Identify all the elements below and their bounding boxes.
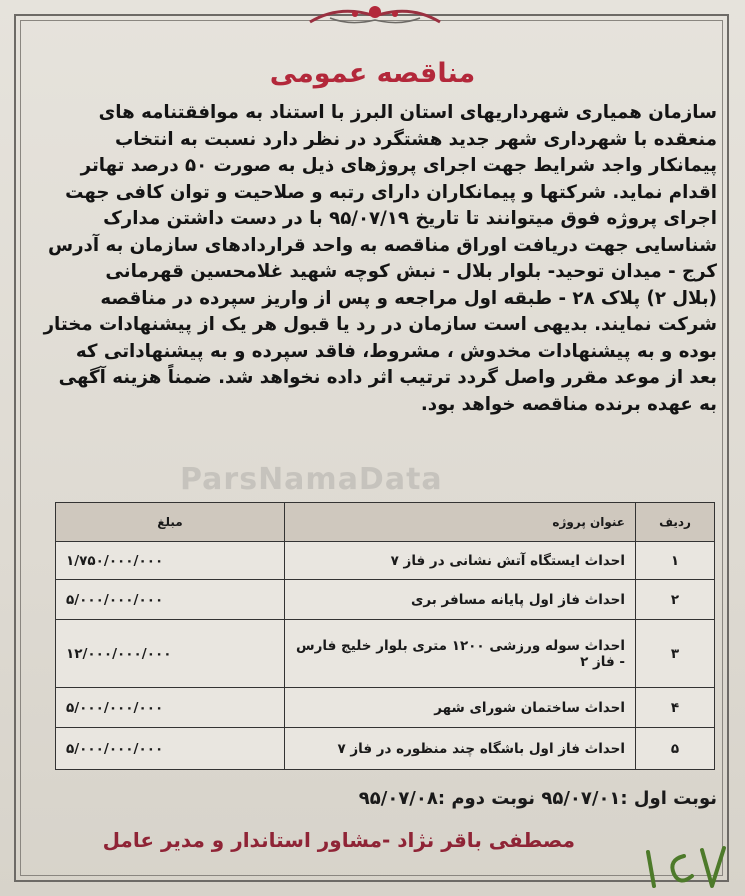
project-amount: ۵/۰۰۰/۰۰۰/۰۰۰ (56, 580, 285, 620)
project-title: احداث فاز اول باشگاه چند منظوره در فاز ۷ (285, 728, 636, 770)
project-title: احداث ساختمان شورای شهر (285, 688, 636, 728)
table-row (56, 542, 715, 580)
handwritten-ad-number-icon (640, 838, 730, 894)
body-line: اقدام نماید. شرکتها و پیمانکاران دارای رتبه و صلاحیت و توان کافی جهت (65, 181, 717, 203)
table-row (56, 580, 715, 620)
project-title: احداث سوله ورزشی ۱۲۰۰ متری بلوار خلیج فارس - فاز ۲ (285, 620, 636, 688)
body-line: اجرای پروژه فوق میتوانند تا تاریخ ۹۵/۰۷/۱۹ با در دست داشتن مدارک (103, 208, 717, 229)
row-number: ۲ (636, 580, 715, 620)
body-line: پیمانکار واجد شرایط جهت اجرای پروژهای ذیل به صورت ۵۰ درصد تهاتر (80, 155, 717, 176)
project-title: احداث ایستگاه آتش نشانی در فاز ۷ (285, 542, 636, 580)
project-amount: ۱/۷۵۰/۰۰۰/۰۰۰ (56, 542, 285, 580)
header-row-number: ردیف (636, 503, 715, 542)
project-amount: ۵/۰۰۰/۰۰۰/۰۰۰ (56, 688, 285, 728)
table-header-row (56, 503, 715, 542)
row-number: ۱ (636, 542, 715, 580)
row-number: ۳ (636, 620, 715, 688)
body-line: بوده و به پیشنهادات مخدوش ، مشروط، فاقد سپرده و به پیشنهاداتی که (75, 340, 717, 362)
row-number: ۴ (636, 688, 715, 728)
body-line: سازمان همیاری شهرداریهای استان البرز با استناد به موافقتنامه های (98, 102, 717, 123)
body-line: (بلال ۲) پلاک ۲۸ - طبقه اول مراجعه و پس از واریز سپرده در مناقصه (100, 287, 717, 309)
body-line: بعد از موعد مقرر واصل گردد ترتیب اثر داده نخواهد شد. ضمناً هزینه آگهی (58, 367, 717, 388)
body-line: شناسایی جهت دریافت اوراق مناقصه به واحد قراردادهای سازمان به آدرس (47, 234, 717, 256)
publication-rounds: نوبت اول :۹۵/۰۷/۰۱ نوبت دوم :۹۵/۰۷/۰۸ (358, 788, 717, 809)
table-row (56, 688, 715, 728)
project-amount: ۱۲/۰۰۰/۰۰۰/۰۰۰ (56, 620, 285, 688)
notice-title: مناقصه عمومی (269, 58, 476, 89)
body-line: به عهده برنده مناقصه خواهد بود. (420, 393, 717, 415)
header-ornament-icon (300, 0, 450, 28)
project-amount: ۵/۰۰۰/۰۰۰/۰۰۰ (56, 728, 285, 770)
body-line: شرکت نمایند. بدیهی است سازمان در رد یا قبول هر یک از پیشنهادات مختار (43, 314, 717, 335)
header-project-title: عنوان پروژه (285, 503, 636, 542)
watermark-text: ParsNamaData (180, 462, 443, 497)
table-row (56, 620, 715, 688)
body-line: منعقده با شهرداری شهر جدید هشتگرد در نظر دارد نسبت به انتخاب (114, 128, 717, 150)
table-row (56, 728, 715, 770)
header-amount: مبلغ (56, 503, 285, 542)
signature-line: مصطفی باقر نژاد -مشاور استاندار و مدیر عامل (102, 828, 575, 852)
notice-body (34, 100, 717, 418)
project-title: احداث فاز اول پایانه مسافر بری (285, 580, 636, 620)
body-line: کرج - میدان توحید- بلوار بلال - نبش کوچه شهید غلامحسین قهرمانی (105, 261, 717, 282)
row-number: ۵ (636, 728, 715, 770)
projects-table (55, 502, 715, 770)
